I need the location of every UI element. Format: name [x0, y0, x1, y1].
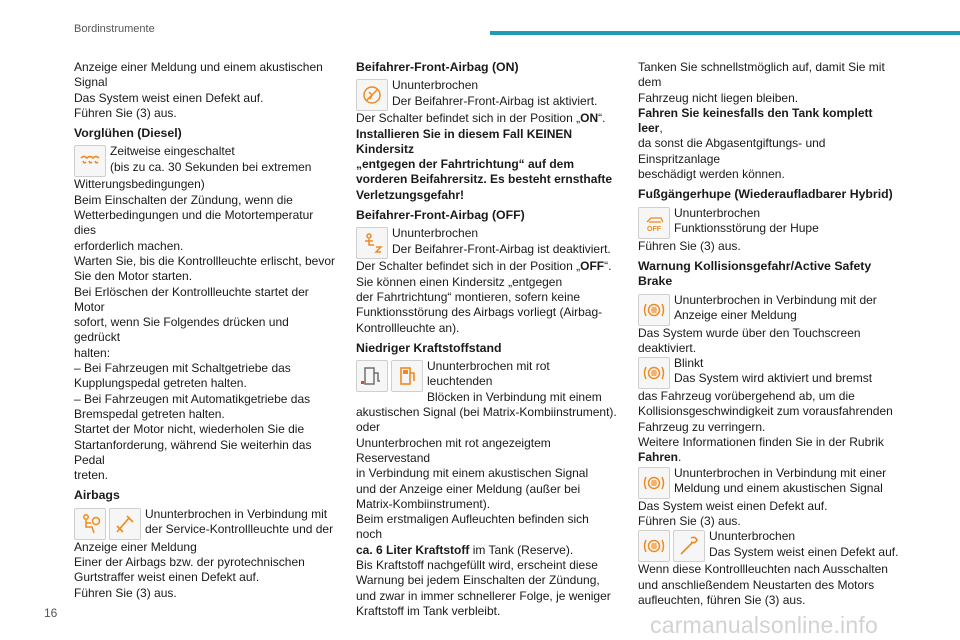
body-line: Der Schalter befindet sich in der Position „ON“.	[356, 111, 606, 126]
collision-entry-b	[638, 356, 900, 389]
state-text: der Service-Kontrollleuchte und der	[145, 522, 334, 537]
body-line: Ununterbrochen mit rot angezeigtem Reservestand	[356, 435, 551, 465]
body-line: Anzeige einer Meldung und einem akustischen	[74, 60, 323, 74]
body-line: Anzeige einer Meldung	[74, 539, 197, 554]
body-line: Führen Sie (3) aus.	[638, 513, 741, 528]
body-line: Startanforderung, während Sie weiterhin das Pedal	[74, 437, 312, 467]
body-line: das Fahrzeug vorübergehend ab, um die	[638, 389, 855, 404]
body-line: Kontrollleuchte an).	[356, 320, 460, 335]
page-number: 16	[44, 606, 58, 620]
body-line: Sie können einen Kindersitz „entgegen	[356, 274, 563, 289]
svg-text:OFF: OFF	[647, 225, 661, 233]
body-line: Gurtstraffer weist einen Defekt auf.	[74, 570, 260, 585]
state-text: Zeitweise eingeschaltet	[110, 144, 235, 159]
state-text: Ununterbrochen	[674, 205, 761, 220]
warning-line: „entgegen der Fahrtrichtung“ auf dem	[356, 157, 575, 172]
body-line: treten.	[74, 468, 109, 483]
body-line: Fahren.	[638, 450, 682, 465]
collision-warning-icon	[638, 357, 670, 389]
glow-plug-icon	[74, 145, 106, 177]
body-line: Führen Sie (3) aus.	[74, 585, 177, 600]
body-line: Funktionsstörung des Airbags vorliegt (Airbag-	[356, 305, 603, 320]
section-title-fuel: Niedriger Kraftstoffstand	[356, 340, 502, 355]
body-line: Warten Sie, bis die Kontrollleuchte erlischt, bevor	[74, 253, 336, 268]
body-line: Startet der Motor nicht, wiederholen Sie die	[74, 422, 305, 437]
body-line: Fahren Sie keinesfalls den Tank komplett leer,	[638, 105, 873, 136]
body-line: und der Anzeige einer Meldung (außer bei	[356, 481, 581, 496]
body-line: Bei Erlöschen der Kontrollleuchte startet der Motor	[74, 284, 309, 314]
body-line: Sie den Motor starten.	[74, 269, 193, 284]
column-3	[638, 60, 900, 608]
airbag-icon	[74, 508, 106, 540]
body-line: da sonst die Abgasentgiftungs- und Einspritzanlage	[638, 136, 826, 166]
body-line: Witterungsbedingungen)	[74, 177, 205, 192]
state-text: Blöcken in Verbindung mit einem	[427, 389, 602, 404]
fuel-pump-orange-icon	[391, 360, 423, 392]
body-line: Wenn diese Kontrollleuchten nach Ausschalten	[638, 562, 888, 577]
body-line: oder	[356, 420, 381, 435]
body-line: und anschließendem Neustarten des Motors	[638, 577, 875, 592]
airbags-entry	[74, 507, 336, 540]
body-line: Kraftstoff im Tank verbleibt.	[356, 603, 501, 618]
service-wrench-icon	[673, 530, 705, 562]
state-text: Meldung und einem akustischen Signal	[674, 480, 883, 495]
column-1	[74, 60, 336, 601]
column-2	[356, 60, 618, 619]
body-line: Fahrzeug nicht liegen bleiben.	[638, 90, 799, 105]
state-text: Ununterbrochen	[709, 529, 796, 544]
body-line: Kollisionsgeschwindigkeit zum vorausfahrenden	[638, 404, 893, 419]
state-text: Funktionsstörung der Hupe	[674, 220, 819, 235]
collision-entry-c	[638, 466, 900, 499]
section-title-collision: Warnung Kollisionsgefahr/Active Safety Brake	[638, 258, 872, 289]
state-text: Das System wird aktiviert und bremst	[674, 371, 873, 386]
body-line: in Verbindung mit einem akustischen Signal	[356, 466, 589, 481]
horn-entry	[638, 206, 900, 239]
body-line: Das System weist einen Defekt auf.	[638, 498, 828, 513]
body-line: deaktiviert.	[638, 340, 697, 355]
body-line: erforderlich machen.	[74, 238, 184, 253]
vorgluehen-entry	[74, 144, 336, 177]
header-title: Bordinstrumente	[74, 23, 155, 35]
collision-warning-icon	[638, 294, 670, 326]
body-line: Tanken Sie schnellstmöglich auf, damit Sie mit dem	[638, 60, 885, 90]
body-line: sofort, wenn Sie Folgendes drücken und gedrückt	[74, 315, 289, 345]
state-text: (bis zu ca. 30 Sekunden bei extremen	[110, 159, 312, 174]
section-title-vorgluehen: Vorglühen (Diesel)	[74, 126, 182, 141]
body-line: Warnung bei jedem Einschalten der Zündung,	[356, 573, 600, 588]
section-title-airbags: Airbags	[74, 488, 120, 503]
pedestrian-horn-off-icon	[638, 207, 670, 239]
section-title-horn: Fußgängerhupe (Wiederaufladbarer Hybrid)	[638, 187, 893, 202]
section-title-airbag-off: Beifahrer-Front-Airbag (OFF)	[356, 208, 525, 223]
state-text: Ununterbrochen in Verbindung mit einer	[674, 465, 887, 480]
header-accent-bar	[490, 31, 960, 35]
section-title-airbag-on: Beifahrer-Front-Airbag (ON)	[356, 60, 519, 74]
state-text: Der Beifahrer-Front-Airbag ist deaktiviert.	[392, 241, 611, 256]
body-line: halten:	[74, 345, 111, 360]
collision-entry-a	[638, 293, 900, 326]
body-line: Weitere Informationen finden Sie in der Rubrik	[638, 435, 884, 450]
body-line: Fahrzeug zu verringern.	[638, 419, 766, 434]
state-text: Der Beifahrer-Front-Airbag ist aktiviert.	[392, 93, 598, 108]
fuel-pump-icon	[356, 360, 388, 392]
body-line: Führen Sie (3) aus.	[638, 238, 741, 253]
body-line: Wetterbedingungen und die Motortemperatur dies	[74, 208, 314, 238]
body-line: Beim Einschalten der Zündung, wenn die	[74, 192, 293, 207]
state-text: Blinkt	[674, 356, 704, 371]
body-line: – Bei Fahrzeugen mit Automatikgetriebe das	[74, 391, 311, 406]
body-line: Führen Sie (3) aus.	[74, 105, 177, 120]
warning-line: vorderen Beifahrersitz. Es besteht ernsthafte	[356, 172, 613, 187]
body-line: Der Schalter befindet sich in der Position „OFF“.	[356, 259, 612, 274]
state-text: Anzeige einer Meldung	[674, 307, 797, 322]
collision-entry-d	[638, 529, 900, 562]
body-line: Kupplungspedal getreten halten.	[74, 376, 247, 391]
body-line: akustischen Signal (bei Matrix-Kombiinstrument).	[356, 405, 617, 420]
passenger-airbag-on-icon	[356, 79, 388, 111]
body-line: Das System weist einen Defekt auf.	[74, 90, 264, 105]
state-text: Ununterbrochen mit rot leuchtenden	[427, 359, 550, 389]
body-line: ca. 6 Liter Kraftstoff im Tank (Reserve).	[356, 542, 574, 557]
body-line: – Bei Fahrzeugen mit Schaltgetriebe das	[74, 361, 291, 376]
body-line: Beim erstmaligen Aufleuchten befinden sich noch	[356, 512, 589, 542]
state-text: Ununterbrochen in Verbindung mit der	[674, 292, 877, 307]
passenger-airbag-off-icon	[356, 227, 388, 259]
body-line: der Fahrtrichtung“ montieren, sofern keine	[356, 289, 581, 304]
body-line: aufleuchten, führen Sie (3) aus.	[638, 592, 806, 607]
collision-warning-icon	[638, 467, 670, 499]
body-line: Das System wurde über den Touchscreen	[638, 325, 861, 340]
state-text: Ununterbrochen in Verbindung mit	[145, 506, 328, 521]
state-text: Ununterbrochen	[392, 226, 479, 241]
state-text: Ununterbrochen	[392, 78, 479, 93]
warning-line: Verletzungsgefahr!	[356, 187, 465, 202]
body-line: beschädigt werden können.	[638, 167, 785, 182]
body-line: Bremspedal getreten halten.	[74, 406, 225, 421]
body-line: Matrix-Kombiinstrument).	[356, 496, 491, 511]
watermark: carmanualsonline.info	[650, 612, 878, 638]
state-text: Das System weist einen Defekt auf.	[709, 544, 899, 559]
body-line: und zwar in immer schnellerer Folge, je weniger	[356, 588, 611, 603]
fuel-entry	[356, 359, 618, 405]
body-line: Einer der Airbags bzw. der pyrotechnischen	[74, 555, 305, 570]
body-line: Signal	[74, 75, 108, 90]
warning-line: Installieren Sie in diesem Fall KEINEN Kindersitz	[356, 126, 573, 156]
airbag-on-entry	[356, 78, 618, 111]
body-line: Bis Kraftstoff nachgefüllt wird, erscheint diese	[356, 558, 598, 573]
airbag-off-entry	[356, 226, 618, 259]
collision-warning-icon	[638, 530, 670, 562]
seatbelt-pretensioner-icon	[109, 508, 141, 540]
